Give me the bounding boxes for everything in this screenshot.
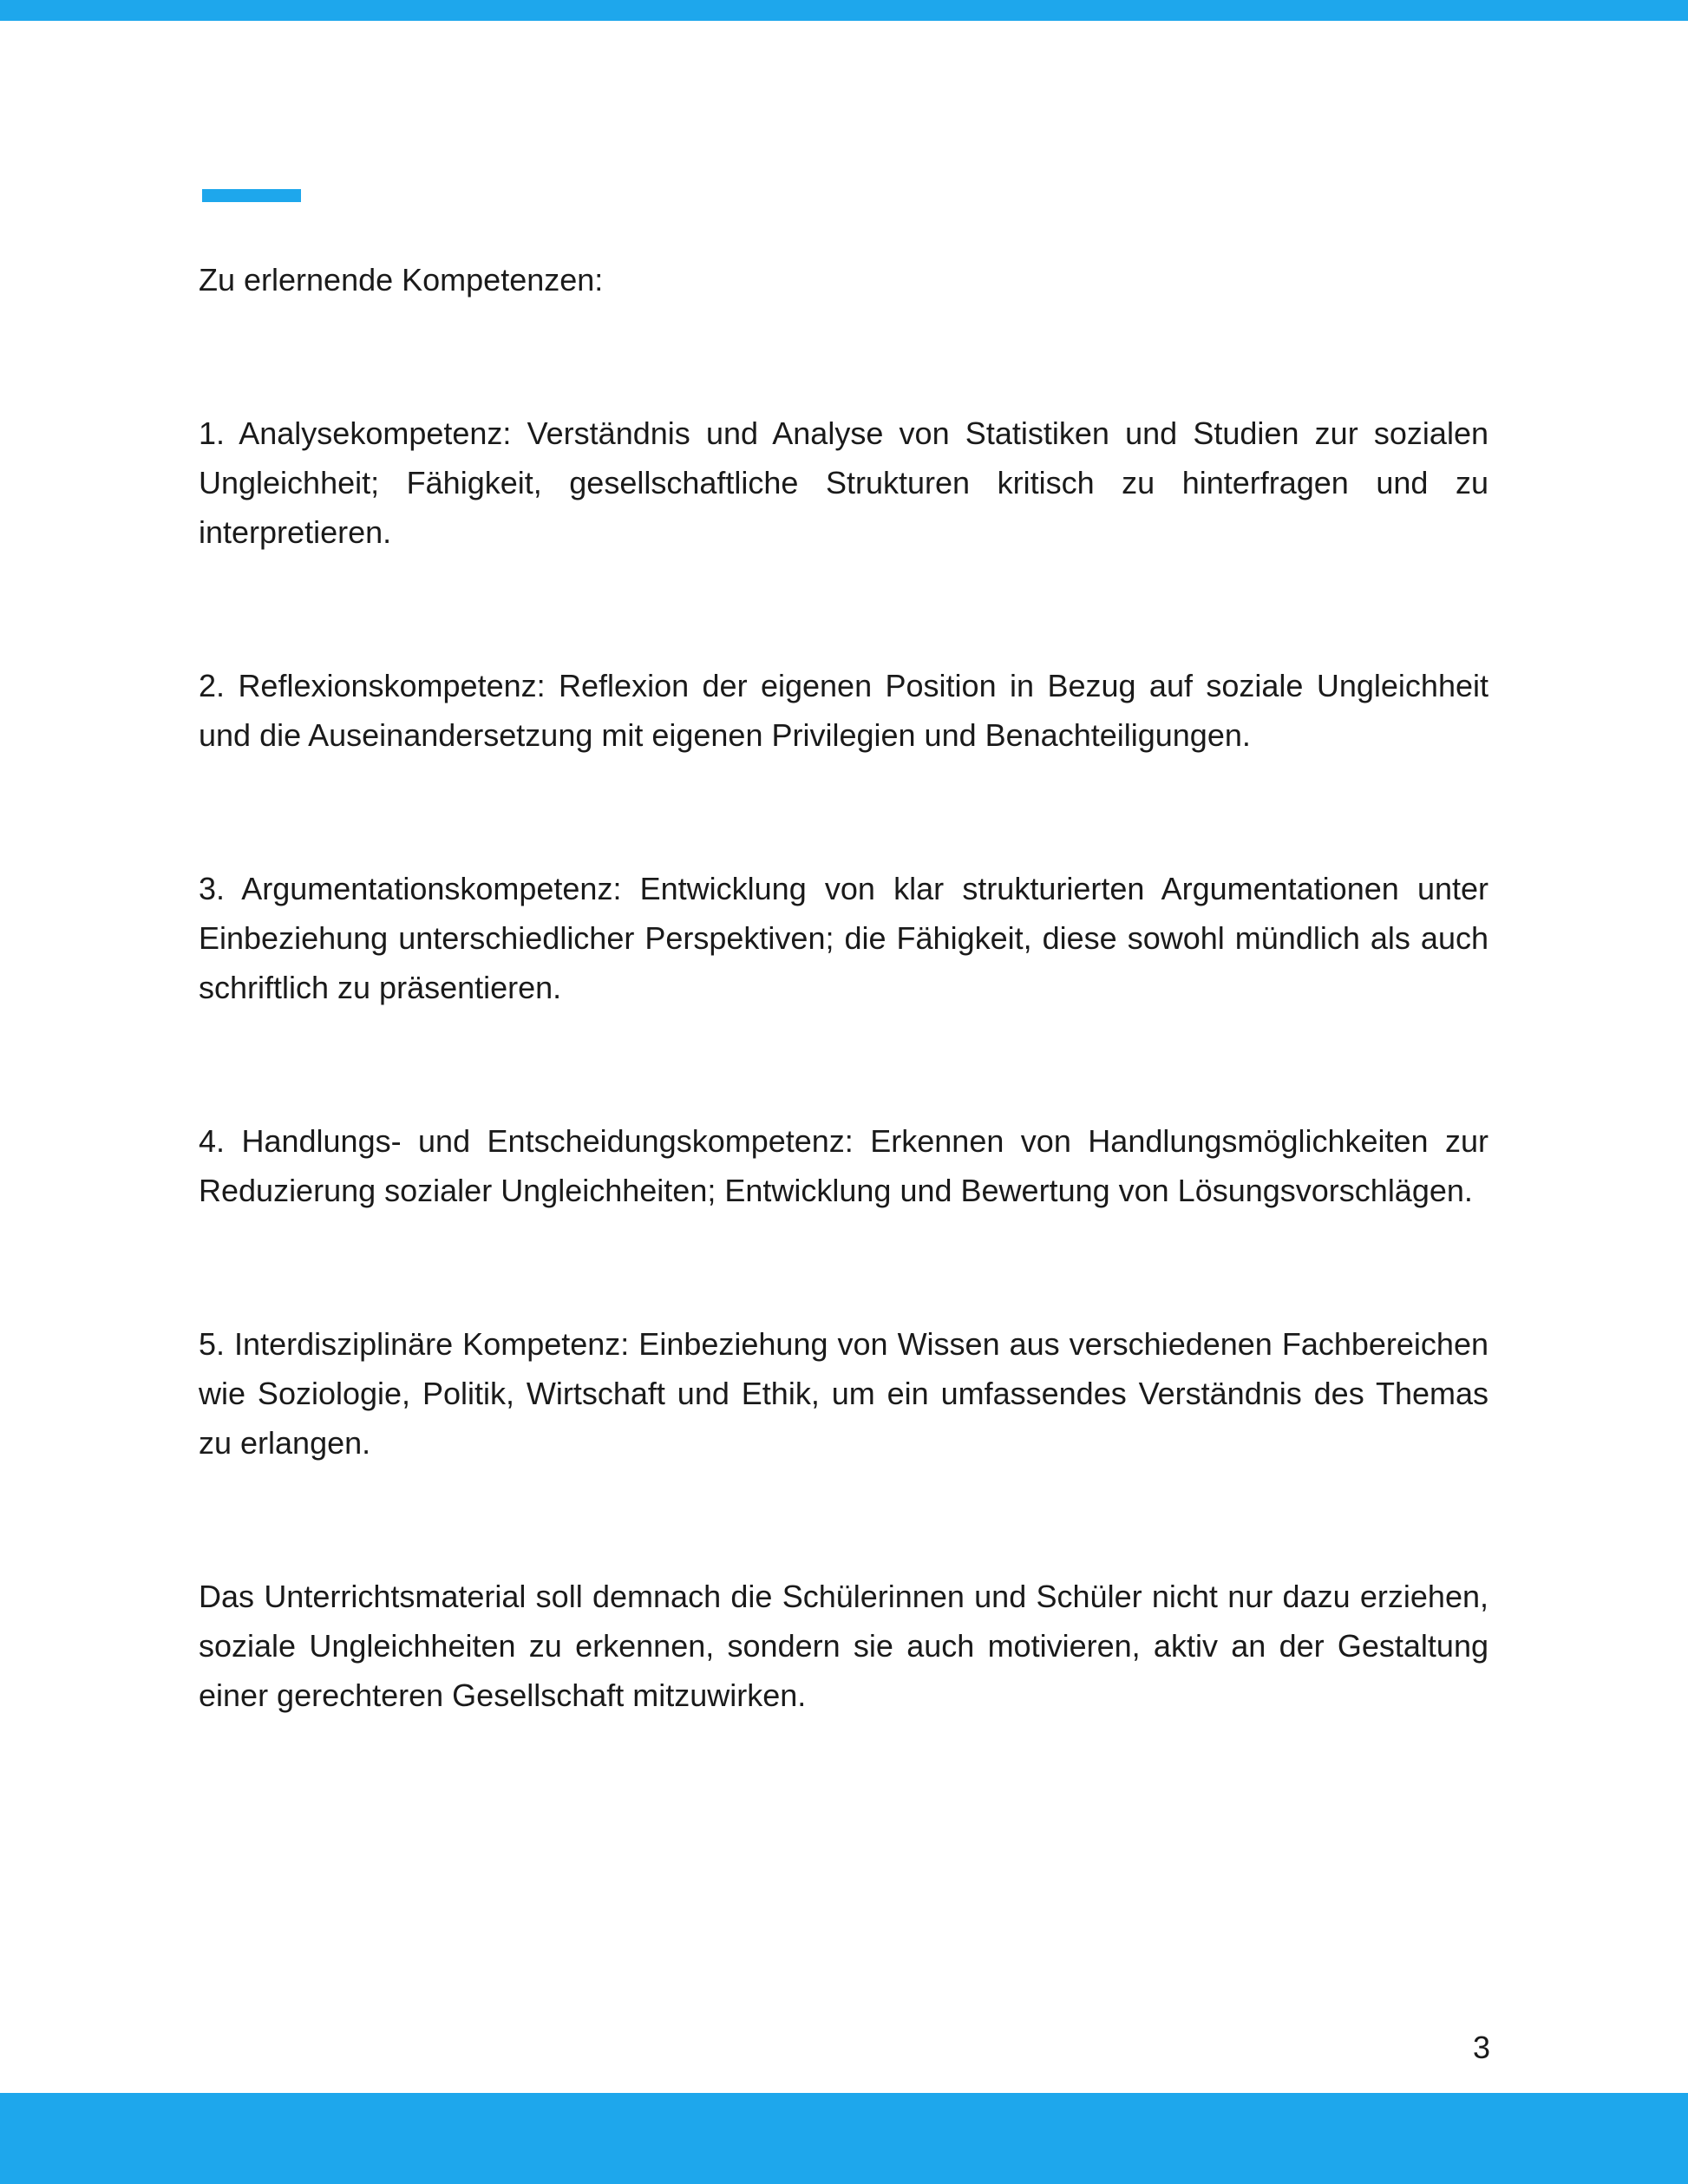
competence-interdisciplinary: 5. Interdisziplinäre Kompetenz: Einbeziehung von Wissen aus verschiedenen Fachbereichen wie Soziologie, Politik, Wirtschaft und Ethik, um ein umfassendes Verständnis des Themas zu erlangen. [199, 1326, 1488, 1461]
competence-reflection: 2. Reflexionskompetenz: Reflexion der eigenen Position in Bezug auf soziale Ungleichheit und die Auseinandersetzung mit eigenen Privilegien und Benachteiligungen. [199, 668, 1488, 753]
top-accent-bar [0, 0, 1688, 21]
bottom-accent-bar [0, 2093, 1688, 2184]
competence-argumentation: 3. Argumentationskompetenz: Entwicklung von klar strukturierten Argumentationen unter Einbeziehung unterschiedlicher Perspektiven; die Fähigkeit, diese sowohl mündlich als auch schriftlich zu präsentieren. [199, 871, 1488, 1005]
competence-analysis: 1. Analysekompetenz: Verständnis und Analyse von Statistiken und Studien zur sozialen Ungleichheit; Fähigkeit, gesellschaftliche Strukturen kritisch zu hinterfragen und zu interpretieren. [199, 415, 1488, 550]
intro-heading: Zu erlernende Kompetenzen: [199, 262, 604, 298]
page-number: 3 [1472, 2030, 1490, 2065]
page-content [199, 256, 1488, 1720]
closing-paragraph: Das Unterrichtsmaterial soll demnach die Schülerinnen und Schüler nicht nur dazu erziehen, soziale Ungleichheiten zu erkennen, sondern sie auch motivieren, aktiv an der Gestaltung einer gerechteren Gesellschaft mitzuwirken. [199, 1579, 1488, 1713]
competence-action-decision: 4. Handlungs- und Entscheidungskompetenz: Erkennen von Handlungsmöglichkeiten zur Reduzierung sozialer Ungleichheiten; Entwicklung und Bewertung von Lösungsvorschlägen. [199, 1123, 1488, 1208]
accent-dash [202, 189, 301, 202]
